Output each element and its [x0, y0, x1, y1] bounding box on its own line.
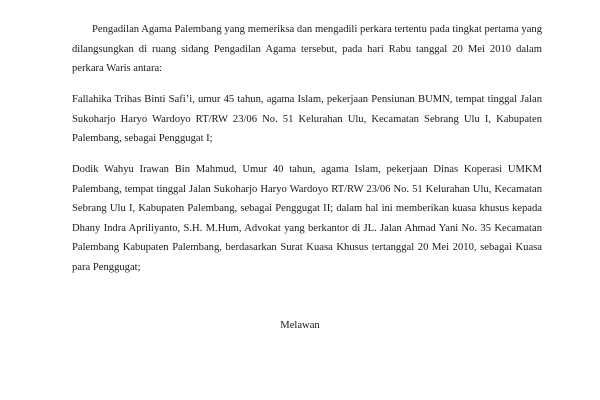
versus-heading: Melawan	[280, 320, 320, 331]
plaintiff-2-paragraph: Dodik Wahyu Irawan Bin Mahmud, Umur 40 tahun, agama Islam, pekerjaan Dinas Koperasi UMKM Palembang, tempat tinggal Jalan Sukoharjo Haryo Wardoyo RT/RW 23/06 No. 51 Kelurahan Ulu, Kecamatan Sebrang Ulu I, Kabupaten Palembang, sebagai Penggugat II; dalam hal ini memberikan kuasa khusus kepada Dhany Indra Apriliyanto, S.H. M.Hum, Advokat yang berkantor di JL. Jalan Ahmad Yani No. 35 Kecamatan Palembang Kabupaten Palembang, berdasarkan Surat Kuasa Khusus tertanggal 20 Mei 2010, sebagai Kuasa para Penggugat;	[72, 164, 542, 273]
plaintiff-1-paragraph: Fallahika Trihas Binti Safi’i, umur 45 tahun, agama Islam, pekerjaan Pensiunan BUMN, tempat tinggal Jalan Sukoharjo Haryo Wardoyo RT/RW 23/06 No. 51 Kelurahan Ulu, Kecamatan Sebrang Ulu I, Kabupaten Palembang, sebagai Penggugat I;	[72, 94, 542, 144]
opening-paragraph: Pengadilan Agama Palembang yang memeriksa dan mengadili perkara tertentu pada tingkat pertama yang dilangsungkan di ruang sidang Pengadilan Agama tersebut, pada hari Rabu tanggal 20 Mei 2010 dalam perkara Waris antara:	[72, 24, 542, 74]
